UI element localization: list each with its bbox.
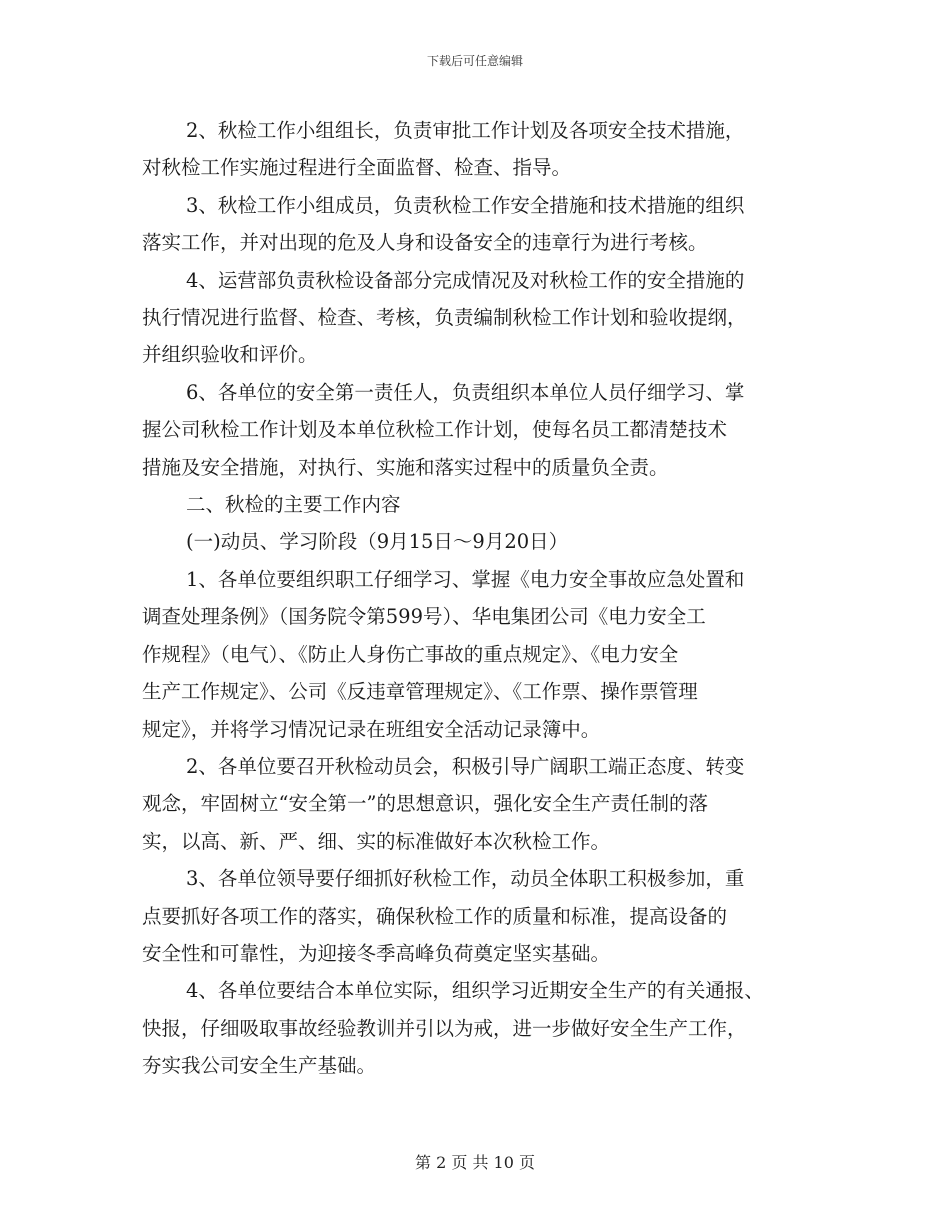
paragraph xyxy=(142,262,812,374)
paragraph-line: 并组织验收和评价。 xyxy=(142,343,318,367)
paragraph-line: 1、各单位要组织职工仔细学习、掌握《电力安全事故应急处置和 xyxy=(186,567,745,591)
paragraph-line: 2、秋检工作小组组长，负责审批工作计划及各项安全技术措施， xyxy=(186,119,745,142)
subsection-heading xyxy=(142,523,812,560)
paragraph-line: 点要抓好各项工作的落实，确保秋检工作的质量和标准，提高设备的 xyxy=(142,904,728,928)
paragraph-line: 3、各单位领导要仔细抓好秋检工作，动员全体职工积极参加，重 xyxy=(186,867,745,891)
paragraph-line: 6、各单位的安全第一责任人，负责组织本单位人员仔细学习、掌 xyxy=(186,380,745,404)
paragraph-line: 快报，仔细吸取事故经验教训并引以为戒，进一步做好安全生产工作， xyxy=(142,1016,747,1040)
paragraph xyxy=(142,112,812,187)
page-footer: 第 2 页 共 10 页 xyxy=(415,1153,535,1172)
paragraph-line: 对秋检工作实施过程进行全面监督、检查、指导。 xyxy=(142,156,572,180)
paragraph-line: 安全性和可靠性，为迎接冬季高峰负荷奠定坚实基础。 xyxy=(142,941,611,965)
paragraph-line: 实，以高、新、严、细、实的标准做好本次秋检工作。 xyxy=(142,829,611,853)
paragraph-line: 规定》，并将学习情况记录在班组安全活动记录簿中。 xyxy=(142,717,601,741)
paragraph-line: 3、秋检工作小组成员，负责秋检工作安全措施和技术措施的组织 xyxy=(186,193,745,217)
paragraph-line: 调查处理条例》（国务院令第599号）、华电集团公司《电力安全工 xyxy=(142,605,706,629)
section-heading xyxy=(142,486,812,523)
paragraph-line: 生产工作规定》、公司《反违章管理规定》、《工作票、操作票管理 xyxy=(142,680,698,704)
paragraph-line: 夯实我公司安全生产基础。 xyxy=(142,1054,377,1078)
paragraph-line: 作规程》（电气）、《防止人身伤亡事故的重点规定》、《电力安全 xyxy=(142,642,679,666)
paragraph xyxy=(142,374,812,486)
page-header: 下载后可任意编辑 xyxy=(426,54,523,68)
paragraph xyxy=(142,972,812,1084)
paragraph-line: 观念，牢固树立“安全第一”的思想意识，强化安全生产责任制的落 xyxy=(142,792,708,816)
paragraph-line: 落实工作，并对出现的危及人身和设备安全的违章行为进行考核。 xyxy=(142,231,708,255)
paragraph xyxy=(142,748,812,860)
paragraph xyxy=(142,860,812,972)
paragraph xyxy=(142,561,812,748)
paragraph-line: 握公司秋检工作计划及本单位秋检工作计划，使每名员工都清楚技术 xyxy=(142,418,728,442)
paragraph-line: 措施及安全措施，对执行、实施和落实过程中的质量负全责。 xyxy=(142,455,669,479)
paragraph-line: 4、运营部负责秋检设备部分完成情况及对秋检工作的安全措施的 xyxy=(186,268,745,292)
document-body xyxy=(142,112,812,1085)
paragraph-line: 执行情况进行监督、检查、考核，负责编制秋检工作计划和验收提纲， xyxy=(142,306,747,330)
paragraph xyxy=(142,187,812,262)
paragraph-line: 2、各单位要召开秋检动员会，积极引导广阔职工端正态度、转变 xyxy=(186,754,745,778)
subsection-heading-text: (一)动员、学习阶段（9月15日～9月20日） xyxy=(186,530,569,554)
paragraph-line: 4、各单位要结合本单位实际，组织学习近期安全生产的有关通报、 xyxy=(186,979,764,1003)
section-heading-text: 二、秋检的主要工作内容 xyxy=(186,493,401,517)
